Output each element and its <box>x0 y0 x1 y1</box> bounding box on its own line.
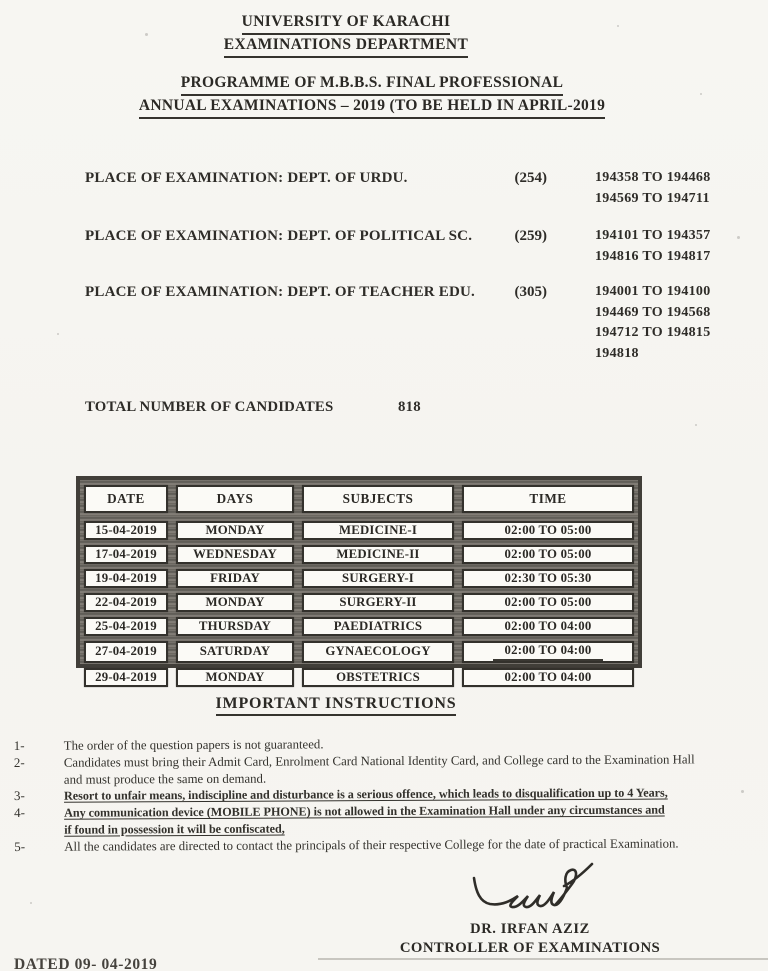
instruction-line: Resort to unfair means, indiscipline and disturbance is a serious offence, which leads to disqualification up to 4 Years, <box>63 785 668 804</box>
schedule-date-cell: 22-04-2019 <box>84 593 168 612</box>
total-candidates-label: TOTAL NUMBER OF CANDIDATES <box>85 399 334 415</box>
schedule-day-cell: MONDAY <box>176 593 294 612</box>
instruction-text <box>64 751 764 788</box>
scan-speckle <box>87 540 89 542</box>
instruction-number: 3- <box>13 788 25 804</box>
scan-speckle <box>741 790 744 793</box>
schedule-header-cell: TIME <box>462 485 634 513</box>
instructions-heading: IMPORTANT INSTRUCTIONS <box>216 695 457 716</box>
scan-speckle <box>695 424 697 426</box>
schedule-time-cell: 02:30 TO 05:30 <box>462 569 634 588</box>
instruction-item <box>14 801 764 839</box>
instruction-number: 4- <box>14 805 25 821</box>
signatory-title: CONTROLLER OF EXAMINATIONS <box>399 940 661 956</box>
place-label: PLACE OF EXAMINATION: DEPT. OF URDU. <box>85 170 408 186</box>
schedule-subject-cell: SURGERY-I <box>302 569 454 588</box>
schedule-day-cell: MONDAY <box>176 521 294 540</box>
schedule-header-cell: DAYS <box>176 485 294 513</box>
instruction-text <box>64 835 764 855</box>
schedule-date-cell: 15-04-2019 <box>84 521 168 540</box>
instruction-line: and must produce the same on demand. <box>63 771 267 787</box>
schedule-date-cell: 29-04-2019 <box>84 668 168 687</box>
schedule-subject-cell: SURGERY-II <box>302 593 454 612</box>
schedule-time-cell: 02:00 TO 05:00 <box>462 545 634 564</box>
university-name: UNIVERSITY OF KARACHI <box>242 12 451 35</box>
schedule-header-cell: DATE <box>84 485 168 513</box>
schedule-day-cell: SATURDAY <box>176 641 294 663</box>
schedule-day-cell: FRIDAY <box>176 569 294 588</box>
schedule-subject-cell: MEDICINE-I <box>302 521 454 540</box>
instruction-line: Candidates must bring their Admit Card, Enrolment Card National Identity Card, and College card to the Examination Hall <box>63 752 695 770</box>
signatory-name: DR. IRFAN AZIZ <box>470 921 590 937</box>
instructions-list <box>14 734 765 856</box>
programme-title <box>0 73 744 119</box>
schedule-date-cell: 27-04-2019 <box>84 641 168 663</box>
total-candidates-value: 818 <box>398 399 421 415</box>
roll-range-line: 194358 TO 194468 <box>595 170 711 185</box>
schedule-time-cell: 02:00 TO 04:00 <box>462 617 634 636</box>
place-label: PLACE OF EXAMINATION: DEPT. OF TEACHER EDU. <box>85 284 476 300</box>
roll-number-ranges <box>595 226 711 267</box>
department-name: EXAMINATIONS DEPARTMENT <box>224 35 468 58</box>
schedule-subject-cell: MEDICINE-II <box>302 545 454 564</box>
schedule-day-cell: MONDAY <box>176 668 294 687</box>
instruction-number: 1- <box>13 737 25 753</box>
schedule-time-cell: 02:00 TO 04:00 <box>462 668 634 687</box>
schedule-subject-cell: OBSTETRICS <box>302 668 454 687</box>
place-count: (305) <box>514 284 547 300</box>
roll-number-ranges <box>595 282 711 364</box>
instruction-line: The order of the question papers is not guaranteed. <box>63 737 324 753</box>
schedule-date-cell: 25-04-2019 <box>84 617 168 636</box>
instruction-line: if found in possession it will be confiscated, <box>64 821 285 837</box>
department-name-line <box>0 35 692 58</box>
roll-range-line: 194712 TO 194815 <box>595 325 711 340</box>
programme-title-line1: PROGRAMME OF M.B.B.S. FINAL PROFESSIONAL <box>181 73 564 96</box>
instruction-number: 5- <box>14 838 26 854</box>
schedule-time-cell: 02:00 TO 05:00 <box>462 521 634 540</box>
signature-path <box>474 864 592 907</box>
roll-number-ranges <box>595 168 711 209</box>
schedule-day-cell: WEDNESDAY <box>176 545 294 564</box>
instruction-item <box>14 835 764 856</box>
schedule-time-underlined: 02:00 TO 04:00 <box>493 643 604 661</box>
schedule-date-cell: 17-04-2019 <box>84 545 168 564</box>
roll-range-line: 194569 TO 194711 <box>595 190 710 206</box>
scan-speckle <box>356 493 359 496</box>
place-count: (259) <box>514 228 547 244</box>
instruction-text <box>64 801 764 838</box>
place-count: (254) <box>514 170 547 186</box>
scan-speckle <box>737 236 740 239</box>
schedule-time-cell: 02:00 TO 05:00 <box>462 593 634 612</box>
total-candidates-row <box>85 399 585 416</box>
dated-line: DATED 09- 04-2019 <box>14 956 158 971</box>
roll-range-line: 194818 <box>595 345 639 361</box>
scan-speckle <box>30 902 32 904</box>
roll-range-line: 194101 TO 194357 <box>595 228 711 243</box>
programme-title-line1-wrap <box>0 73 744 96</box>
schedule-header-cell: SUBJECTS <box>302 485 454 513</box>
bottom-scan-line <box>318 958 768 960</box>
roll-range-line: 194469 TO 194568 <box>595 304 711 320</box>
scan-speckle <box>57 333 59 335</box>
instruction-line: Any communication device (MOBILE PHONE) is not allowed in the Examination Hall under any circumstances and <box>64 802 665 820</box>
place-label: PLACE OF EXAMINATION: DEPT. OF POLITICAL SC. <box>85 228 473 244</box>
programme-title-line2-wrap <box>0 96 744 119</box>
schedule-subject-cell: PAEDIATRICS <box>302 617 454 636</box>
roll-range-line: 194001 TO 194100 <box>595 284 711 299</box>
scan-speckle <box>617 25 619 27</box>
document-header <box>0 12 692 58</box>
university-name-line <box>0 12 692 35</box>
exam-schedule-table <box>76 476 642 684</box>
instruction-number: 2- <box>13 754 25 770</box>
schedule-subject-cell: GYNAECOLOGY <box>302 641 454 663</box>
programme-title-line2: ANNUAL EXAMINATIONS – 2019 (TO BE HELD IN APRIL-2019 <box>139 96 605 119</box>
roll-range-line: 194816 TO 194817 <box>595 248 711 264</box>
schedule-date-cell: 19-04-2019 <box>84 569 168 588</box>
instructions-heading-wrap <box>0 695 672 716</box>
signature-scribble <box>468 860 596 918</box>
instruction-line: All the candidates are directed to contact the principals of their respective College for the date of practical Examination. <box>64 836 679 854</box>
schedule-day-cell: THURSDAY <box>176 617 294 636</box>
scan-speckle <box>145 33 148 36</box>
instruction-item <box>14 751 764 789</box>
schedule-time-cell <box>462 641 634 663</box>
scan-speckle <box>700 93 702 95</box>
